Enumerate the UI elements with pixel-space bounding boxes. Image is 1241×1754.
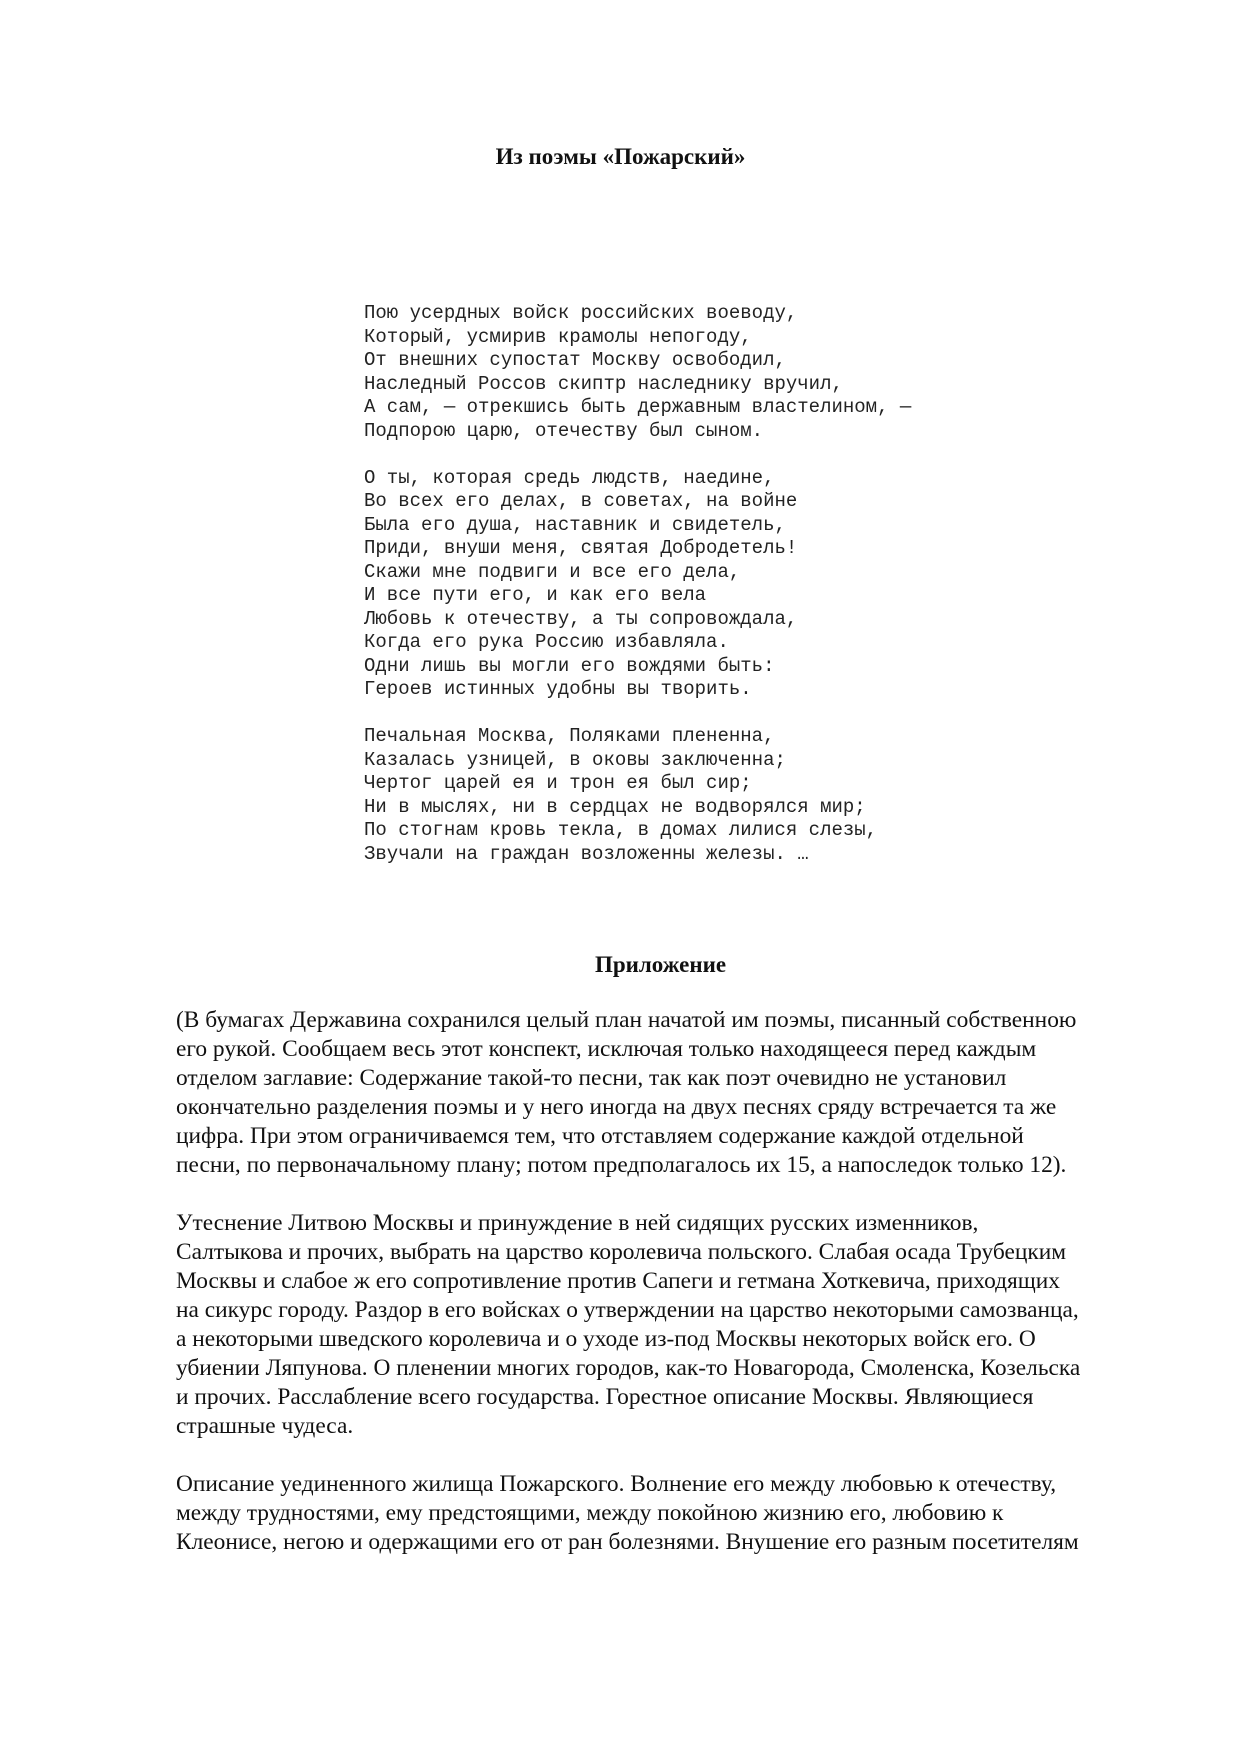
poem-line: Была его душа, наставник и свидетель, <box>364 513 786 536</box>
poem-line: Ни в мыслях, ни в сердцах не водворялся мир; <box>364 795 866 818</box>
appendix-text <box>176 1006 1156 1586</box>
poem-line: Когда его рука Россию избавляла. <box>364 631 729 653</box>
text-line: Клеонисе, негою и одержащими его от ран болезнями. Внушение его разным посетителям <box>176 1529 1079 1555</box>
text-line: Утеснение Литвою Москвы и принуждение в ней сидящих русских изменников, <box>176 1210 979 1236</box>
poem-line: Одни лишь вы могли его вождями быть: <box>364 654 775 677</box>
poem-line: Героев истинных удобны вы творить. <box>364 678 752 700</box>
paragraph <box>176 1470 1156 1557</box>
poem-stanza <box>364 302 1004 443</box>
poem-line: Печальная Москва, Поляками плененна, <box>364 725 775 747</box>
poem-line: О ты, которая средь людств, наедине, <box>364 466 775 489</box>
text-line: а некоторыми шведского королевича и о уходе из-под Москвы некоторых войск его. О <box>176 1326 1036 1352</box>
text-line: Москвы и слабое ж его сопротивление против Сапеги и гетмана Хоткевича, приходящих <box>176 1268 1060 1294</box>
poem-line: А сам, — отрекшись быть державным властелином, — <box>364 396 912 418</box>
text-line: его рукой. Сообщаем весь этот конспект, исключая только находящееся перед каждым <box>176 1036 1037 1062</box>
poem-line: И все пути его, и как его вела <box>364 584 707 606</box>
poem-line: Любовь к отечеству, а ты сопровождала, <box>364 607 798 630</box>
text-line: и прочих. Расслабление всего государства. Горестное описание Москвы. Являющиеся <box>176 1384 1034 1410</box>
poem-line: Звучали на граждан возложенны железы. … <box>364 842 809 865</box>
text-line: отделом заглавие: Содержание такой-то песни, так как поэт очевидно не установил <box>176 1065 1007 1091</box>
text-line: убиении Ляпунова. О пленении многих городов, как-то Новагорода, Смоленска, Козельска <box>176 1355 1081 1381</box>
poem-line: Подпорою царю, отечеству был сыном. <box>364 419 764 442</box>
poem-line: Казалась узницей, в оковы заключенна; <box>364 748 786 771</box>
poem-line: Пою усердных войск российских воеводу, <box>364 302 798 324</box>
paragraph <box>176 1209 1156 1441</box>
text-line: между трудностями, ему предстоящими, между покойною жизнию его, любовию к <box>176 1500 1004 1526</box>
poem-line: Чертог царей ея и трон ея был сир; <box>364 772 752 794</box>
poem-line: Скажи мне подвиги и все его дела, <box>364 560 741 583</box>
poem-title: Из поэмы «Пожарский» <box>495 144 746 169</box>
text-line: цифра. При этом ограничиваемся тем, что отставляем содержание каждой отдельной <box>176 1123 1024 1149</box>
poem-line: От внешних супостат Москву освободил, <box>364 349 786 371</box>
text-line: окончательно разделения поэмы и у него иногда на двух песнях сряду встречается та же <box>176 1094 1057 1120</box>
text-line: на сикурс городу. Раздор в его войсках о утверждении на царство некоторыми самозванца, <box>176 1297 1079 1323</box>
paragraph <box>176 1006 1156 1180</box>
text-line: Описание уединенного жилища Пожарского. Волнение его между любовью к отечеству, <box>176 1471 1057 1497</box>
poem-excerpt <box>364 302 1004 890</box>
appendix-title: Приложение <box>594 952 727 977</box>
text-line: Салтыкова и прочих, выбрать на царство королевича польского. Слабая осада Трубецким <box>176 1239 1067 1265</box>
poem-stanza <box>364 725 1004 866</box>
poem-line: Во всех его делах, в советах, на войне <box>364 490 798 512</box>
poem-line: Который, усмирив крамолы непогоду, <box>364 325 752 348</box>
poem-stanza <box>364 467 1004 702</box>
text-line: песни, по первоначальному плану; потом предполагалось их 15, а напоследок только 12). <box>176 1152 1067 1178</box>
text-line: (В бумагах Державина сохранился целый план начатой им поэмы, писанный собственною <box>176 1007 1077 1033</box>
text-line: страшные чудеса. <box>176 1413 354 1439</box>
poem-line: Приди, внуши меня, святая Добродетель! <box>364 537 798 559</box>
poem-line: Наследный Россов скиптр наследнику вручил, <box>364 372 843 395</box>
poem-line: По стогнам кровь текла, в домах лилися слезы, <box>364 819 878 841</box>
